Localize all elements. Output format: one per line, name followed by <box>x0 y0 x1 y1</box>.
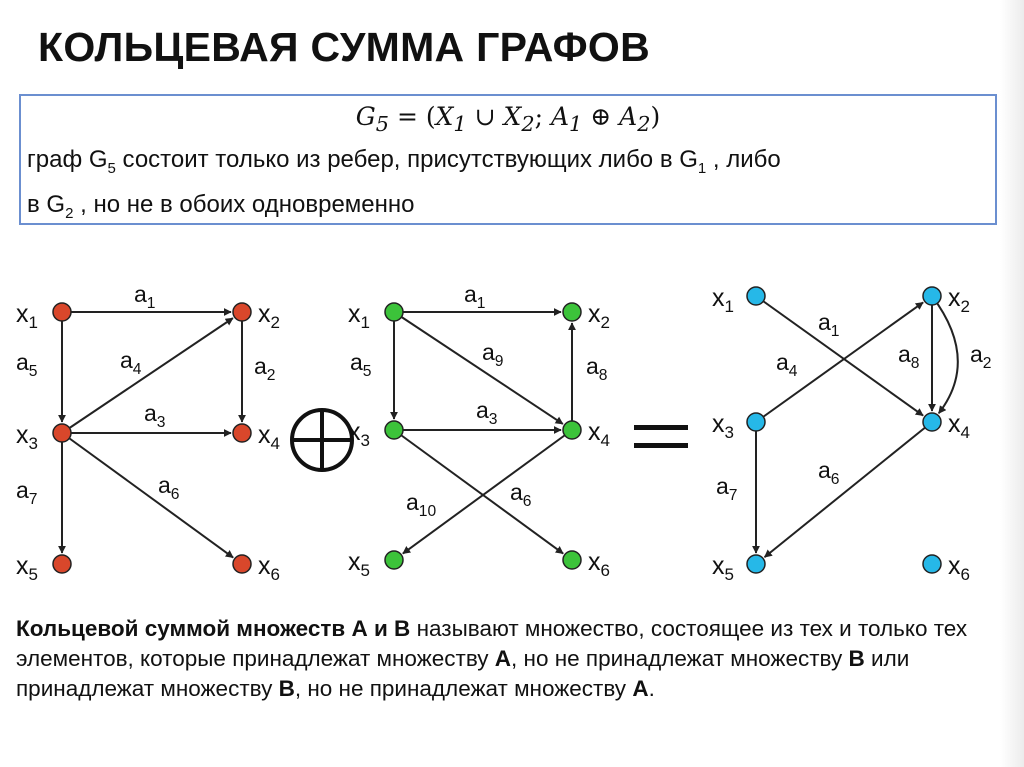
node-x1 <box>53 303 71 321</box>
node-x2 <box>563 303 581 321</box>
node-x5 <box>385 551 403 569</box>
formula-x2-sub: 2 <box>521 112 535 136</box>
def-line2-sub: 2 <box>65 204 74 222</box>
graphs-diagram <box>0 240 1000 600</box>
edge-a6-label: $a_6$ <box>158 472 180 503</box>
formula-a1-sub: 1 <box>569 112 583 136</box>
edge-a5-label: $a_5$ <box>350 349 372 380</box>
graph1 <box>16 281 280 584</box>
node-x5-label: $x_5$ <box>16 552 38 584</box>
edge-a1-label: $a_1$ <box>818 309 840 340</box>
node-x3 <box>385 421 403 439</box>
formula-g: G <box>355 102 376 131</box>
edge-a8-label: $a_8$ <box>586 353 608 384</box>
edge-a3-label: $a_3$ <box>144 400 166 431</box>
edge-a6 <box>765 422 932 557</box>
node-x5 <box>53 555 71 573</box>
graph2 <box>348 281 610 580</box>
node-x2-label: $x_2$ <box>588 300 610 332</box>
def-line1-part: граф G <box>27 146 108 173</box>
node-x4 <box>233 424 251 442</box>
node-x2 <box>233 303 251 321</box>
edge-a9-label: $a_9$ <box>482 339 504 370</box>
formula-eq: = ( <box>389 102 436 131</box>
node-x1-label: $x_1$ <box>16 300 38 332</box>
node-x3-label: $x_3$ <box>712 410 734 442</box>
node-x3 <box>53 424 71 442</box>
definition-text <box>27 142 989 232</box>
node-x1-label: $x_1$ <box>712 284 734 316</box>
edge-a2-label: $a_2$ <box>970 341 992 372</box>
node-x6-label: $x_6$ <box>258 552 280 584</box>
formula-a1: A <box>550 102 570 131</box>
node-x1 <box>385 303 403 321</box>
node-x1-label: $x_1$ <box>348 300 370 332</box>
formula-union: ∪ <box>466 102 504 131</box>
node-x3-label: $x_3$ <box>348 418 370 450</box>
edge-a3-label: $a_3$ <box>476 397 498 428</box>
node-x6 <box>233 555 251 573</box>
edge-a7-label: $a_7$ <box>716 473 738 504</box>
node-x6-label: $x_6$ <box>588 548 610 580</box>
def-line1-part: состоит только из ребер, присутствующих либо в G <box>115 146 698 173</box>
node-x2 <box>923 287 941 305</box>
edge-a2-label: $a_2$ <box>254 353 276 384</box>
node-x3 <box>747 413 765 431</box>
node-x2-label: $x_2$ <box>948 284 970 316</box>
edge-a6 <box>394 430 563 554</box>
page-title: КОЛЬЦЕВАЯ СУММА ГРАФОВ <box>38 24 651 70</box>
def-line2-part: , но не в обоих одновременно <box>73 190 415 218</box>
bottom-text-part: называют множество, состоящее из тех и только тех элементов, которые принадлежат множеству <box>16 616 968 671</box>
node-x6-label: $x_6$ <box>948 552 970 584</box>
edge-a5-label: $a_5$ <box>16 349 38 380</box>
node-x2-label: $x_2$ <box>258 300 280 332</box>
formula-x1-sub: 1 <box>453 112 467 136</box>
edge-a10-label: $a_{10}$ <box>406 489 437 520</box>
bottom-bold: В <box>848 646 865 671</box>
node-x4-label: $x_4$ <box>258 421 280 453</box>
node-x3-label: $x_3$ <box>16 421 38 453</box>
ring-sum-operator <box>292 410 352 470</box>
edge-a1-label: $a_1$ <box>464 281 486 312</box>
edge-a6-label: $a_6$ <box>818 457 840 488</box>
node-x4 <box>923 413 941 431</box>
edge-a7-label: $a_7$ <box>16 477 38 508</box>
edge-a6-label: $a_6$ <box>510 479 532 510</box>
node-x5 <box>747 555 765 573</box>
edge-a10 <box>403 430 572 554</box>
node-x1 <box>747 287 765 305</box>
formula-x2: X <box>503 102 522 131</box>
formula <box>21 102 995 136</box>
bottom-text-part: , но не принадлежат множеству <box>511 646 849 671</box>
formula-a2-sub: 2 <box>637 112 651 136</box>
bottom-text-part: или принадлежат множеству <box>16 646 910 701</box>
edge-a2 <box>932 296 958 413</box>
node-x6 <box>923 555 941 573</box>
definition-box <box>19 94 997 225</box>
formula-close: ) <box>650 102 661 131</box>
node-x5-label: $x_5$ <box>712 552 734 584</box>
ring-sum-definition <box>16 614 1006 704</box>
bottom-text-part: , но не принадлежат множеству <box>294 676 633 701</box>
node-x4-label: $x_4$ <box>588 418 610 450</box>
node-x4 <box>563 421 581 439</box>
def-line1-sub: 1 <box>697 159 707 177</box>
edge-a6 <box>62 433 233 558</box>
equals-sign <box>634 425 688 448</box>
graph3 <box>712 284 992 584</box>
bottom-bold: В <box>278 676 295 701</box>
bottom-text-part: . <box>648 676 655 701</box>
node-x5-label: $x_5$ <box>348 548 370 580</box>
formula-sep: ; <box>534 102 551 131</box>
formula-x1: X <box>435 102 454 131</box>
bottom-bold: Кольцевой суммой множеств А и В <box>16 616 411 641</box>
formula-g-sub: 5 <box>375 112 389 136</box>
def-line1-sub: 5 <box>107 159 116 177</box>
edge-a8-label: $a_8$ <box>898 341 920 372</box>
node-x6 <box>563 551 581 569</box>
node-x4-label: $x_4$ <box>948 410 970 442</box>
formula-a2: A <box>619 102 638 131</box>
bottom-bold: А <box>632 676 649 701</box>
edge-a4-label: $a_4$ <box>776 349 798 380</box>
edge-a1-label: $a_1$ <box>134 281 156 312</box>
def-line1-part: , либо <box>706 146 781 173</box>
def-line2-part: в G <box>27 190 66 218</box>
formula-oplus: ⊕ <box>582 102 620 131</box>
edge-a4-label: $a_4$ <box>120 347 142 378</box>
bottom-bold: А <box>494 646 512 671</box>
